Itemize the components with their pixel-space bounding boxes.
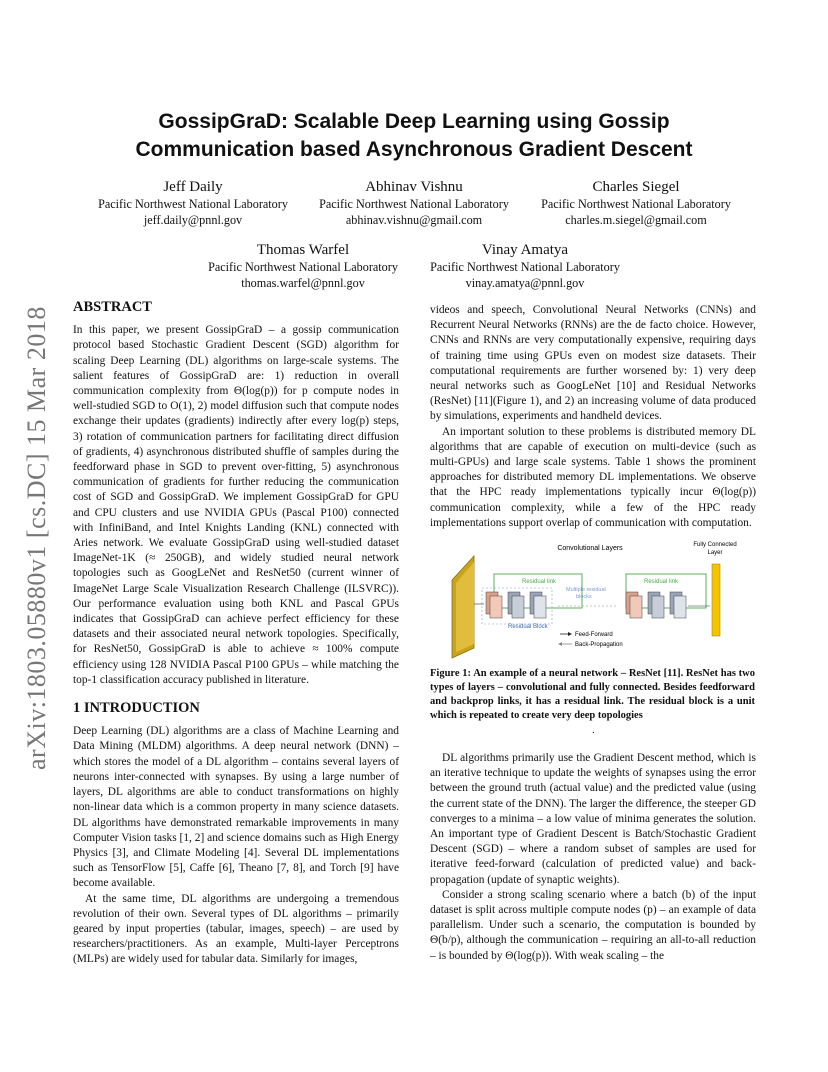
paper-title bbox=[0, 108, 828, 164]
residual-block-2 bbox=[626, 592, 686, 618]
legend-back-propagation: Back-Propagation bbox=[575, 642, 623, 648]
legend-feed-forward: Feed-Forward bbox=[575, 632, 613, 638]
author-email: charles.m.siegel@gmail.com bbox=[565, 212, 707, 227]
body-paragraph: videos and speech, Convolutional Neural Networks (CNNs) and Recurrent Neural Networks (RNNs) are the de facto choice. However, CNNs and RNNs are very computationally expensive, requiring days of training time using GPUs even on modest size datasets. Their computational requirements are further worsened by: 1) very deep neural networks such as GoogLeNet [10] and Residual Networks (ResNet) [11](Figure 1), and 2) an increasing volume of data produced by simulations, experiments and handheld devices. bbox=[430, 304, 756, 423]
multi-block-label-2: blocks bbox=[576, 594, 592, 600]
right-column-top bbox=[430, 303, 756, 531]
author-email: jeff.daily@pnnl.gov bbox=[143, 212, 243, 227]
author-affiliation: Pacific Northwest National Laboratory bbox=[430, 260, 620, 274]
fc-label-line2: Layer bbox=[707, 550, 723, 556]
arxiv-id: arXiv:1803.05880v1 [cs.DC] 15 Mar 2018 bbox=[22, 306, 51, 770]
author-name: Jeff Daily bbox=[163, 179, 223, 195]
author-affiliation: Pacific Northwest National Laboratory bbox=[98, 197, 288, 211]
multi-block-label-1: Multiple residual bbox=[566, 587, 606, 593]
fc-label-line1: Fully Connected bbox=[693, 542, 737, 548]
author-block bbox=[410, 240, 640, 291]
author-name: Abhinav Vishnu bbox=[365, 179, 463, 195]
author-block bbox=[188, 240, 418, 291]
author-block bbox=[78, 177, 308, 228]
fully-connected-layer bbox=[712, 564, 720, 636]
body-paragraph: DL algorithms primarily use the Gradient Descent method, which is an iterative technique to update the weights of synapses using the error between the ground truth (actual value) and the predicted value (using the current state of the DNN). The larger the difference, the steeper GD converges to a minima – a low value of minima generates the solution. An important type of Gradient Descent is Batch/Stochastic Gradient Descent (SGD) – where a random subset of samples are used for iterative feed-forward (calculation of predicted value) and back-propagation (update of synaptic weights). bbox=[430, 752, 756, 886]
legend-bp-head bbox=[558, 642, 562, 646]
body-paragraph: Consider a strong scaling scenario where a batch (b) of the input dataset is split across multiple compute nodes (p) – an example of data parallelism. Under such a scenario, the computation is bounded by Θ(b/p), although the communication – requiring an all-to-all reduction – is bounded by Θ(log(p)). With weak scaling – the bbox=[430, 888, 756, 962]
title-line-2: Communication based Asynchronous Gradient Descent bbox=[135, 138, 693, 161]
caption-dot: . bbox=[592, 724, 595, 736]
residual-link-label-2: Residual link bbox=[644, 579, 679, 585]
abstract-heading: ABSTRACT bbox=[73, 299, 152, 315]
intro-heading: 1 INTRODUCTION bbox=[73, 700, 200, 717]
abstract-text: In this paper, we present GossipGraD – a gossip communication protocol based Stochastic Gradient Descent (SGD) algorithm for scaling Deep Learning (DL) algorithms on large-scale systems. The salient features of GossipGraD are: 1) reduction in overall communication complexity from Θ(log(p)) for p compute nodes in well-studied SGD to O(1), 2) model diffusion such that compute nodes exchange their updates (gradients) indirectly after every log(p) steps, 3) rotation of communication partners for facilitating direct diffusion of gradients, 4) asynchronous distributed shuffle of samples during the feedforward phase in SGD to prevent over-fitting, 5) asynchronous communication of gradients for further reducing the communication cost of SGD and GossipGraD. We implement GossipGraD for GPU and CPU clusters and use NVIDIA GPUs (Pascal P100) connected with InfiniBand, and Intel Knights Landing (KNL) connected with Aries network. We evaluate GossipGraD using well-studied dataset ImageNet-1K (≈ 250GB), and widely studied neural network topologies such as GoogLeNet and ResNet50 (current winner of ImageNet Large Scale Visualization Research Challenge (ILSVRC)). Our performance evaluation using both KNL and Pascal GPUs indicates that GossipGraD can achieve perfect efficiency for these datasets and their associated neural network topologies. Specifically, for ResNet50, GossipGraD is able to achieve ≈ 100% compute efficiency using 128 NVIDIA Pascal P100 GPUs – while matching the top-1 classification accuracy published in literature. bbox=[73, 324, 399, 686]
intro-paragraph: At the same time, DL algorithms are undergoing a tremendous revolution of their own. Several types of DL algorithms – primarily geared by input properties (tabular, images, speech) – are used by researchers/practitioners. As an example, Multi-layer Perceptrons (MLPs) are widely used for tabular data. Similarly for images, bbox=[73, 892, 399, 966]
residual-block-1 bbox=[486, 592, 546, 618]
author-block bbox=[299, 177, 529, 228]
residual-block-label: Residual Block bbox=[508, 624, 548, 630]
resnet-figure bbox=[422, 536, 762, 660]
author-name: Charles Siegel bbox=[592, 179, 680, 195]
author-name: Thomas Warfel bbox=[256, 242, 350, 258]
author-block bbox=[521, 177, 751, 228]
author-email: abhinav.vishnu@gmail.com bbox=[345, 212, 483, 227]
conv-layers-label: Convolutional Layers bbox=[557, 545, 623, 552]
arxiv-sidebar bbox=[22, 306, 52, 771]
author-email: thomas.warfel@pnnl.gov bbox=[241, 275, 365, 290]
residual-link-label: Residual link bbox=[522, 579, 557, 585]
author-affiliation: Pacific Northwest National Laboratory bbox=[319, 197, 509, 211]
body-paragraph: An important solution to these problems is distributed memory DL algorithms that are capable of execution on multi-device (such as multi-GPUs) and large scale systems. Table 1 shows the prominent approaches for distributed memory DL implementations. We observe that the HPC ready implementations typically incur Θ(log(p)) communication complexity, while a few of the HPC ready implementations support overlap of communication with computation. bbox=[430, 425, 756, 529]
right-column-bottom bbox=[430, 751, 756, 964]
left-column bbox=[73, 300, 399, 968]
title-line-1: GossipGraD: Scalable Deep Learning using Gossip bbox=[158, 110, 670, 133]
intro-paragraph: Deep Learning (DL) algorithms are a class of Machine Learning and Data Mining (MLDM) algorithms. A deep neural network (DNN) – which stores the model of a DL algorithm – contains several layers of neurons inter-connected with synapses. By using a large number of layers, DL algorithms are able to conduct transformations on highly non-linear data which is a common property in many science datasets. DL algorithms have demonstrated remarkable improvements in many Computer Vision tasks [1, 2] and science domains such as High Energy Physics [3], and Climate Modeling [4]. Several DL implementations such as TensorFlow [5], Caffe [6], Theano [7, 8], and Torch [9] have become available. bbox=[73, 725, 399, 890]
figure-caption: Figure 1: An example of a neural network – ResNet [11]. ResNet has two types of layers – convolutional and fully connected. Besides feedforward and backprop links, it has a residual link. The residual block is a unit which is repeated to create very deep topologies bbox=[430, 668, 755, 721]
author-affiliation: Pacific Northwest National Laboratory bbox=[208, 260, 398, 274]
legend-ff-head bbox=[568, 632, 572, 636]
author-name: Vinay Amatya bbox=[481, 242, 569, 258]
author-email: vinay.amatya@pnnl.gov bbox=[465, 275, 585, 290]
author-affiliation: Pacific Northwest National Laboratory bbox=[541, 197, 731, 211]
